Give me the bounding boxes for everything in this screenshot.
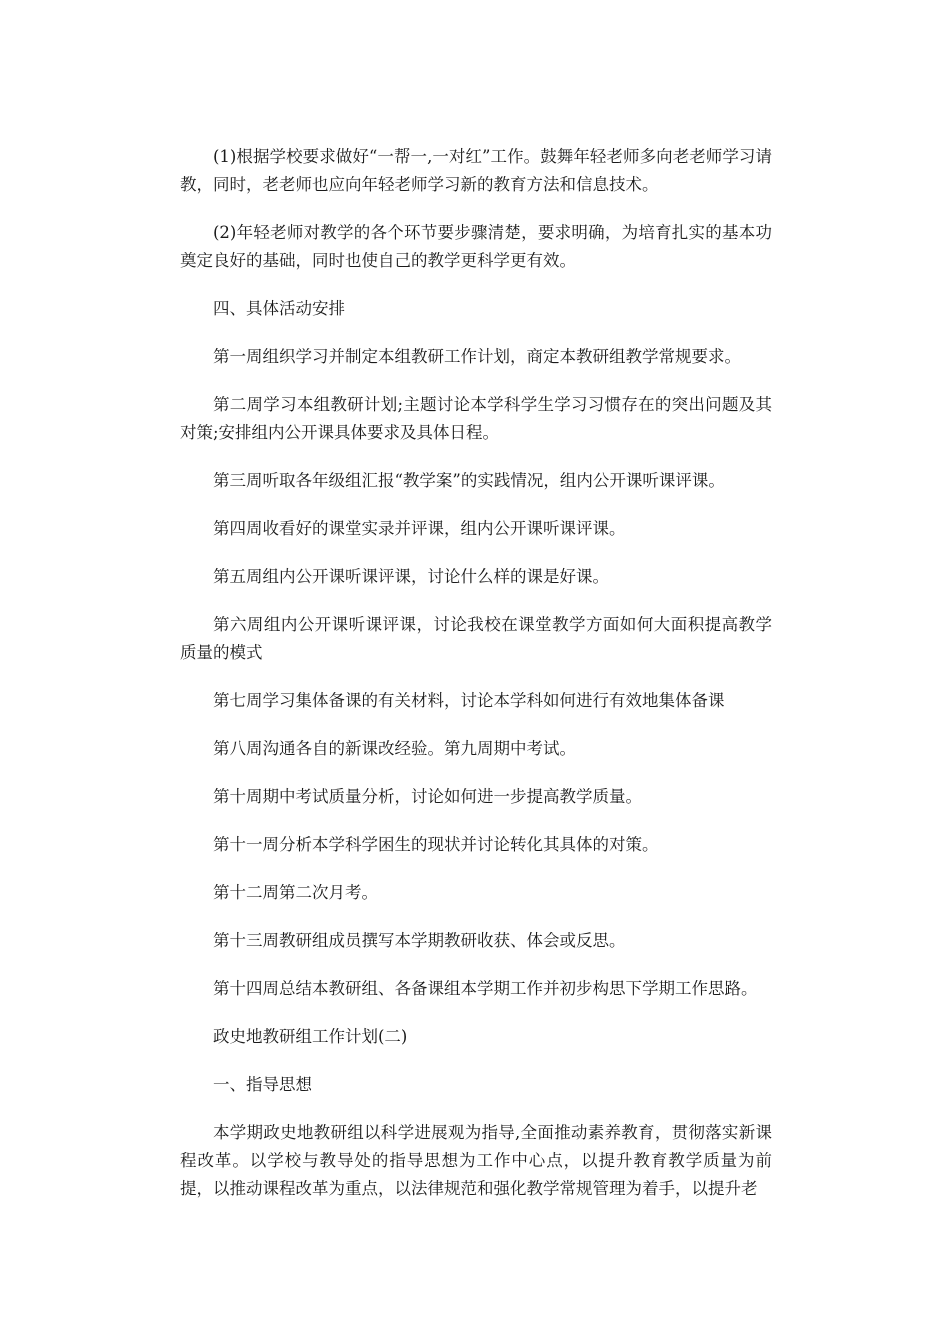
- paragraph-week-4: 第四周收看好的课堂实录并评课，组内公开课听课评课。: [213, 519, 626, 538]
- paragraph-week-14: 第十四周总结本教研组、各备课组本学期工作并初步构思下学期工作思路。: [213, 979, 758, 998]
- paragraph-week-7: 第七周学习集体备课的有关材料，讨论本学科如何进行有效地集体备课: [213, 691, 725, 710]
- paragraph-week-11: 第十一周分析本学科学困生的现状并讨论转化其具体的对策。: [213, 835, 659, 854]
- paragraph-guiding-ideology: 本学期政史地教研组以科学进展观为指导,全面推动素养教育，贯彻落实新课程改革。以学校与教导处的指导思想为工作中心点，以提升教育教学质量为前提，以推动课程改革为重点，以法律规范和强化教学常规管理为着手，以提升老: [180, 1123, 772, 1198]
- paragraph-week-2: 第二周学习本组教研计划;主题讨论本学科学生学习习惯存在的突出问题及其对策;安排组内公开课具体要求及具体日程。: [180, 395, 772, 442]
- section-heading-guiding-ideology: 一、指导思想: [213, 1075, 312, 1094]
- paragraph-week-13: 第十三周教研组成员撰写本学期教研收获、体会或反思。: [213, 931, 626, 950]
- paragraph-week-8-9: 第八周沟通各自的新课改经验。第九周期中考试。: [213, 739, 576, 758]
- paragraph-help-young-teachers: (1)根据学校要求做好“一帮一,一对红”工作。鼓舞年轻老师多向老老师学习请教，同时，老老师也应向年轻老师学习新的教育方法和信息技术。: [180, 147, 772, 194]
- section-heading-activities: 四、具体活动安排: [213, 299, 345, 318]
- paragraph-week-5: 第五周组内公开课听课评课，讨论什么样的课是好课。: [213, 567, 609, 586]
- paragraph-week-3: 第三周听取各年级组汇报“教学案”的实践情况，组内公开课听课评课。: [213, 471, 725, 490]
- document-body: [180, 143, 772, 1223]
- paragraph-week-12: 第十二周第二次月考。: [213, 883, 378, 902]
- paragraph-week-6: 第六周组内公开课听课评课，讨论我校在课堂教学方面如何大面积提高教学质量的模式: [180, 615, 772, 662]
- paragraph-week-1: 第一周组织学习并制定本组教研工作计划，商定本教研组教学常规要求。: [213, 347, 741, 366]
- paragraph-teaching-steps: (2)年轻老师对教学的各个环节要步骤清楚，要求明确，为培育扎实的基本功奠定良好的基础，同时也使自己的教学更科学更有效。: [180, 223, 772, 270]
- plan-title-two: 政史地教研组工作计划(二): [213, 1027, 408, 1046]
- paragraph-week-10: 第十周期中考试质量分析，讨论如何进一步提高教学质量。: [213, 787, 642, 806]
